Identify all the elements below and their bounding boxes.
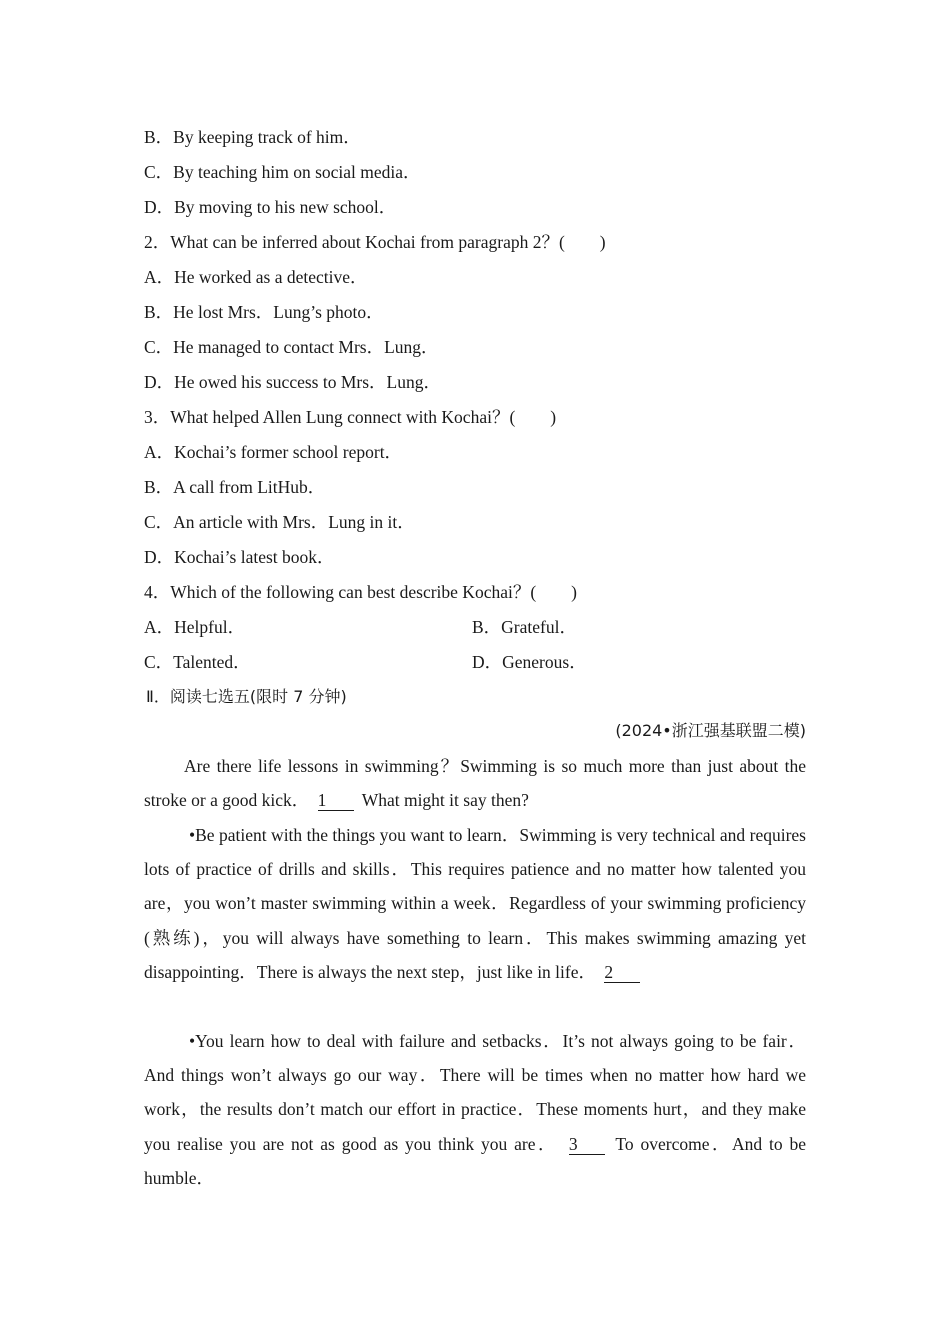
q3-option-a: A．Kochai’s former school report． bbox=[144, 442, 403, 462]
p1-after: What might it say then? bbox=[361, 790, 529, 811]
source-note: (2024•浙江强基联盟二模) bbox=[615, 721, 806, 740]
p3-after: To overcome．And to be humble． bbox=[144, 1133, 806, 1188]
p1-text: Are there life lessons in swimming？Swimming is so much more than just about the stroke or a good kick． bbox=[144, 756, 806, 811]
q1-option-b: B．By keeping track of him． bbox=[144, 127, 361, 147]
blank-3: 3 bbox=[569, 1134, 605, 1155]
p3-text: •You learn how to deal with failure and setbacks．It’s not always going to be fair．And things won’t always go our way．There will be times when no matter how hard we work，the results don’t match our effort in practice．These moments hurt，and they make you realise you are not as good as you think you are． bbox=[144, 1031, 806, 1154]
q2-stem: 2．What can be inferred about Kochai from paragraph 2？( ) bbox=[144, 232, 606, 252]
q1-option-d: D．By moving to his new school． bbox=[144, 197, 397, 217]
q3-stem: 3．What helped Allen Lung connect with Kochai？( ) bbox=[144, 407, 557, 427]
q2-option-c: C．He managed to contact Mrs．Lung． bbox=[144, 337, 439, 357]
passage-paragraph-3 bbox=[144, 1024, 806, 1195]
q2-option-d: D．He owed his success to Mrs．Lung． bbox=[144, 372, 441, 392]
q3-option-d: D．Kochai’s latest book． bbox=[144, 547, 335, 567]
q3-option-c: C．An article with Mrs．Lung in it． bbox=[144, 512, 415, 532]
q3-option-b: B．A call from LitHub． bbox=[144, 477, 326, 497]
q4-option-c: C．Talented． bbox=[144, 652, 251, 672]
q2-option-a: A．He worked as a detective． bbox=[144, 267, 368, 287]
passage-paragraph-1 bbox=[144, 749, 806, 817]
blank-1: 1 bbox=[318, 790, 354, 811]
q4-option-b: B．Grateful． bbox=[472, 617, 577, 637]
q2-option-b: B．He lost Mrs．Lung’s photo． bbox=[144, 302, 384, 322]
q4-option-a: A．Helpful． bbox=[144, 617, 246, 637]
q1-option-c: C．By teaching him on social media． bbox=[144, 162, 421, 182]
section-heading: Ⅱ．阅读七选五(限时 7 分钟) bbox=[146, 687, 347, 706]
p2-text: •Be patient with the things you want to learn．Swimming is very technical and requires lots of practice of drills and skills．This requires patience and no matter how talented you are，you won’t master swimming within a week．Regardless of your swimming proficiency (熟练)，you will always have something to learn．This makes swimming amazing yet disappointing．There is always the next step，just like in life． bbox=[144, 825, 806, 982]
passage-paragraph-2 bbox=[144, 818, 806, 989]
q4-stem: 4．Which of the following can best describe Kochai？( ) bbox=[144, 582, 577, 602]
q4-option-d: D．Generous． bbox=[472, 652, 587, 672]
blank-2: 2 bbox=[604, 962, 640, 983]
